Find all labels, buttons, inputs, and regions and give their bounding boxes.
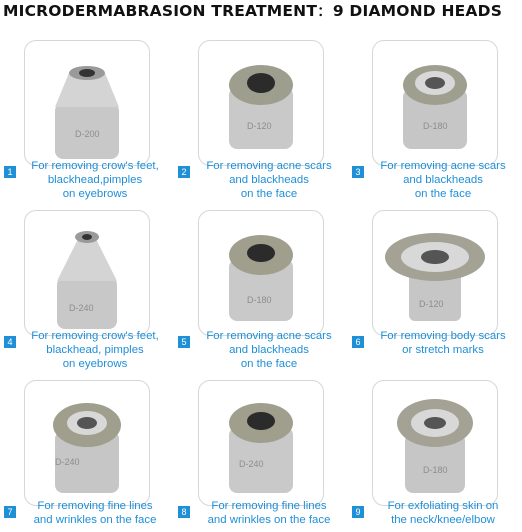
item-description: For removing crow's feet, blackhead,pimples on eyebrows: [31, 160, 159, 200]
head-code-label: D-200: [75, 129, 100, 139]
item-description: For removing acne scars and blackheads on the face: [380, 160, 506, 200]
head-code-label: D-240: [239, 459, 264, 469]
item-description: For exfoliating skin on the neck/knee/elbow: [387, 500, 499, 526]
item-number-badge: 9: [352, 506, 364, 518]
narrow-tip-head-image: [25, 211, 149, 335]
product-image-frame: [24, 210, 150, 336]
head-code-label: D-180: [423, 121, 448, 131]
product-image-frame: [198, 40, 324, 166]
head-code-label: D-180: [247, 295, 272, 305]
item-number-badge: 4: [4, 336, 16, 348]
ring-diamond-head-image: [25, 381, 149, 505]
product-image-frame: [372, 380, 498, 506]
product-image-frame: [24, 380, 150, 506]
item-description: For removing acne scars and blackheads on the face: [206, 330, 332, 370]
ring-diamond-head-image: [373, 381, 497, 505]
page-title: MICRODERMABRASION TREATMENT：9 DIAMOND HEADS: [3, 2, 503, 20]
item-description: For removing acne scars and blackheads on the face: [206, 160, 332, 200]
ring-diamond-head-image: [373, 41, 497, 165]
item-number-badge: 1: [4, 166, 16, 178]
flat-diamond-head-image: [199, 211, 323, 335]
product-image-frame: [198, 380, 324, 506]
item-description: For removing fine lines and wrinkles on the face: [207, 500, 331, 526]
narrow-tip-head-image: [25, 41, 149, 165]
item-number-badge: 6: [352, 336, 364, 348]
item-number-badge: 3: [352, 166, 364, 178]
item-number-badge: 2: [178, 166, 190, 178]
head-code-label: D-180: [423, 465, 448, 475]
head-code-label: D-240: [69, 303, 94, 313]
item-number-badge: 8: [178, 506, 190, 518]
item-number-badge: 7: [4, 506, 16, 518]
head-code-label: D-120: [247, 121, 272, 131]
item-description: For removing fine lines and wrinkles on the face: [33, 500, 157, 526]
product-image-frame: [372, 210, 498, 336]
flat-diamond-head-image: [199, 41, 323, 165]
flat-diamond-head-image: [199, 381, 323, 505]
item-description: For removing body scars or stretch marks: [380, 330, 506, 356]
item-number-badge: 5: [178, 336, 190, 348]
head-code-label: D-120: [419, 299, 444, 309]
wide-ring-head-image: [373, 211, 497, 335]
product-image-frame: [372, 40, 498, 166]
head-code-label: D-240: [55, 457, 80, 467]
item-description: For removing crow's feet, blackhead, pimples on eyebrows: [31, 330, 159, 370]
product-image-frame: [198, 210, 324, 336]
product-image-frame: [24, 40, 150, 166]
